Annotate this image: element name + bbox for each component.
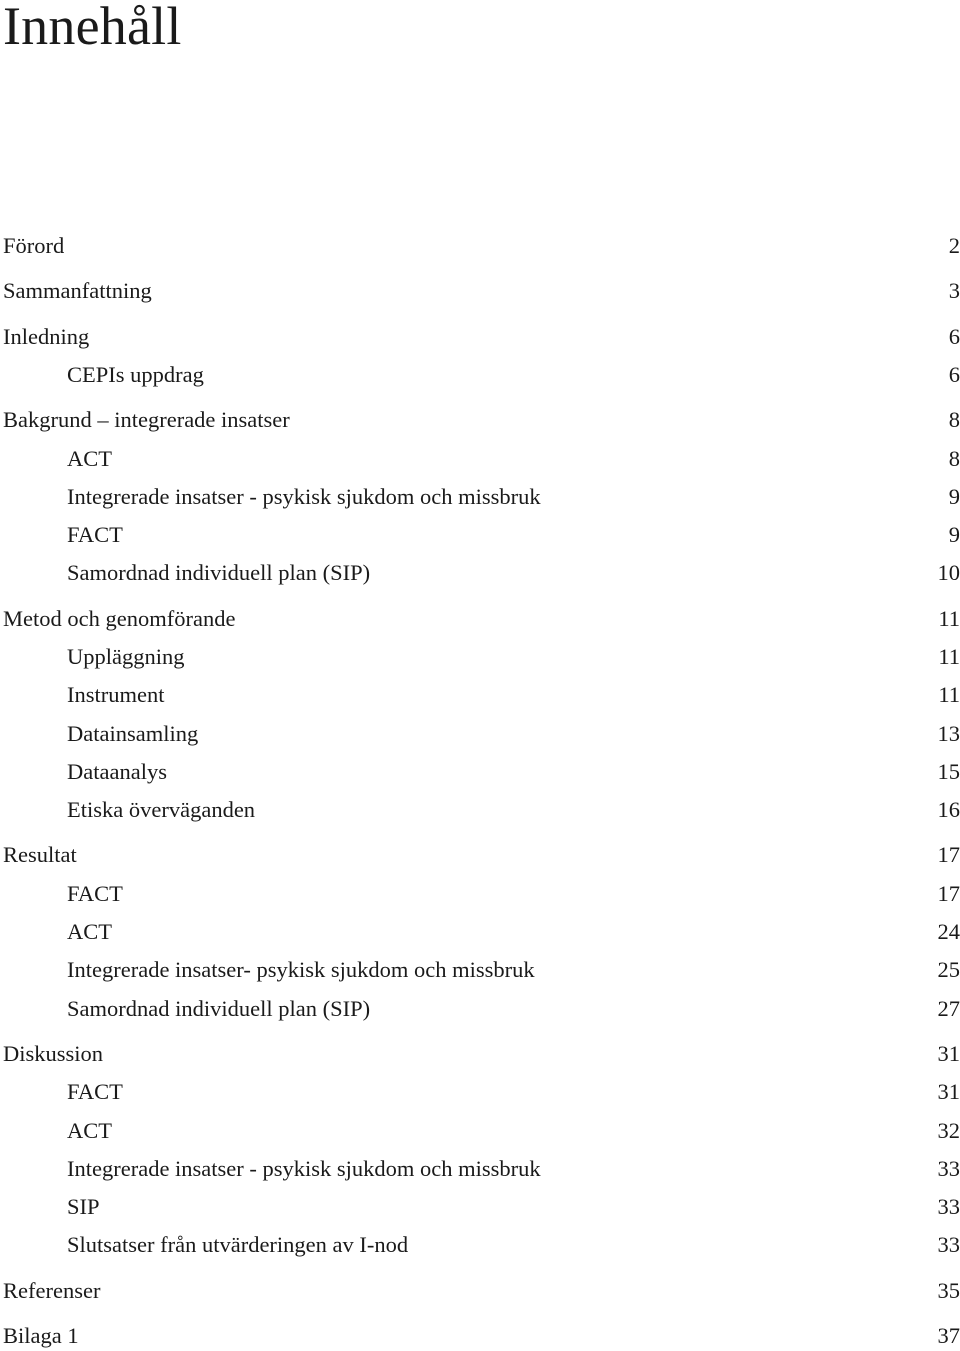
toc-entry[interactable] <box>0 994 960 1024</box>
toc-entry[interactable] <box>0 604 960 634</box>
toc-entry[interactable] <box>0 1276 960 1306</box>
toc-entry[interactable] <box>0 757 960 787</box>
toc-entry-page: 17 <box>938 840 960 870</box>
toc-entry-page: 11 <box>938 604 960 634</box>
toc-entry[interactable] <box>0 879 960 909</box>
toc-entry-page: 9 <box>949 520 960 550</box>
toc-entry[interactable] <box>0 520 960 550</box>
toc-entry-page: 6 <box>949 360 960 390</box>
toc-entry-label: FACT <box>67 879 123 909</box>
toc-entry-label: Resultat <box>3 840 77 870</box>
page-title: Innehåll <box>3 0 182 54</box>
toc-entry[interactable] <box>0 840 960 870</box>
toc-entry[interactable] <box>0 1230 960 1260</box>
toc-entry-label: Inledning <box>3 322 89 352</box>
toc-entry-page: 32 <box>938 1116 960 1146</box>
toc-entry-label: FACT <box>67 1077 123 1107</box>
toc-entry-page: 31 <box>938 1039 960 1069</box>
toc-entry-label: Bilaga 1 <box>3 1321 79 1351</box>
toc-entry[interactable] <box>0 482 960 512</box>
toc-entry[interactable] <box>0 322 960 352</box>
toc-entry[interactable] <box>0 642 960 672</box>
toc-entry[interactable] <box>0 795 960 825</box>
toc-entry-label: Instrument <box>67 680 164 710</box>
toc-entry-label: SIP <box>67 1192 100 1222</box>
toc-entry[interactable] <box>0 276 960 306</box>
toc-entry-label: Förord <box>3 231 64 261</box>
toc-entry-page: 33 <box>938 1230 960 1260</box>
toc-entry-page: 27 <box>938 994 960 1024</box>
toc-entry[interactable] <box>0 360 960 390</box>
toc-entry-page: 15 <box>938 757 960 787</box>
toc-entry-page: 3 <box>949 276 960 306</box>
toc-entry[interactable] <box>0 680 960 710</box>
toc-entry[interactable] <box>0 719 960 749</box>
toc-entry-label: Sammanfattning <box>3 276 152 306</box>
toc-entry-page: 8 <box>949 444 960 474</box>
toc-entry-page: 24 <box>938 917 960 947</box>
toc-entry-label: Integrerade insatser- psykisk sjukdom och missbruk <box>67 955 535 985</box>
toc-entry[interactable] <box>0 1192 960 1222</box>
toc-entry[interactable] <box>0 1077 960 1107</box>
toc-entry-label: Diskussion <box>3 1039 103 1069</box>
toc-entry-label: Etiska överväganden <box>67 795 255 825</box>
toc-entry[interactable] <box>0 955 960 985</box>
toc-entry-page: 31 <box>938 1077 960 1107</box>
toc-entry[interactable] <box>0 1116 960 1146</box>
toc-entry-page: 17 <box>938 879 960 909</box>
toc-entry[interactable] <box>0 231 960 261</box>
toc-entry-label: Metod och genomförande <box>3 604 235 634</box>
toc-entry[interactable] <box>0 1154 960 1184</box>
toc-entry[interactable] <box>0 1039 960 1069</box>
toc-entry-label: ACT <box>67 444 112 474</box>
toc-entry-page: 2 <box>949 231 960 261</box>
toc-entry-label: Referenser <box>3 1276 100 1306</box>
toc-entry[interactable] <box>0 1321 960 1351</box>
toc-entry-label: Uppläggning <box>67 642 185 672</box>
toc-entry-label: Integrerade insatser - psykisk sjukdom och missbruk <box>67 482 541 512</box>
toc-entry-page: 33 <box>938 1154 960 1184</box>
toc-entry-page: 35 <box>938 1276 960 1306</box>
toc-entry[interactable] <box>0 444 960 474</box>
toc-entry-page: 8 <box>949 405 960 435</box>
toc-entry-page: 6 <box>949 322 960 352</box>
toc-entry[interactable] <box>0 405 960 435</box>
toc-entry-label: ACT <box>67 917 112 947</box>
toc-entry-label: FACT <box>67 520 123 550</box>
toc-entry-page: 37 <box>938 1321 960 1351</box>
toc-entry-page: 11 <box>938 680 960 710</box>
toc-entry-page: 33 <box>938 1192 960 1222</box>
toc-entry[interactable] <box>0 917 960 947</box>
toc-entry-label: Dataanalys <box>67 757 167 787</box>
toc-entry[interactable] <box>0 558 960 588</box>
toc-entry-label: ACT <box>67 1116 112 1146</box>
toc-entry-label: Integrerade insatser - psykisk sjukdom och missbruk <box>67 1154 541 1184</box>
toc-entry-page: 13 <box>938 719 960 749</box>
toc-entry-label: CEPIs uppdrag <box>67 360 204 390</box>
toc-entry-label: Samordnad individuell plan (SIP) <box>67 558 370 588</box>
toc-entry-page: 16 <box>938 795 960 825</box>
toc-entry-page: 10 <box>938 558 960 588</box>
toc-entry-label: Bakgrund – integrerade insatser <box>3 405 290 435</box>
toc-entry-page: 9 <box>949 482 960 512</box>
toc-entry-label: Datainsamling <box>67 719 198 749</box>
toc-entry-page: 25 <box>938 955 960 985</box>
toc-entry-page: 11 <box>938 642 960 672</box>
toc-entry-label: Slutsatser från utvärderingen av I-nod <box>67 1230 408 1260</box>
toc-entry-label: Samordnad individuell plan (SIP) <box>67 994 370 1024</box>
